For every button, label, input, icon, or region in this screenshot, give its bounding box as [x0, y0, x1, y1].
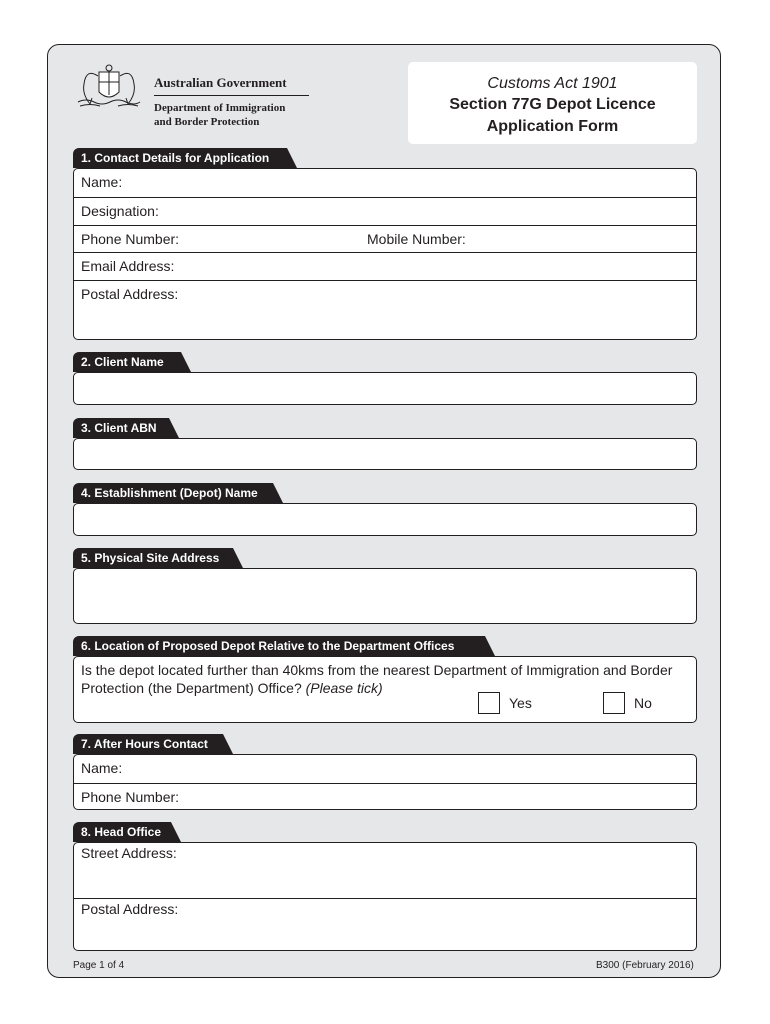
section-1-tab: 1. Contact Details for Application — [73, 148, 287, 168]
client-abn-field[interactable] — [73, 438, 697, 470]
page-number: Page 1 of 4 — [73, 960, 125, 971]
coat-of-arms-icon — [74, 62, 144, 112]
section-3-tab: 3. Client ABN — [73, 418, 169, 438]
email-label: Email Address: — [81, 258, 175, 274]
head-office-postal-field[interactable] — [74, 898, 696, 951]
title-box — [408, 62, 697, 144]
phone-field[interactable] — [74, 225, 696, 253]
after-hours-box — [73, 754, 697, 810]
department-line-2: and Border Protection — [154, 116, 260, 128]
name-label: Name: — [81, 174, 123, 190]
client-name-field[interactable] — [73, 372, 697, 405]
after-hours-name-label: Name: — [81, 760, 123, 776]
postal-address-field[interactable] — [74, 280, 696, 340]
head-office-box — [73, 842, 697, 951]
form-title-line-2: Application Form — [486, 118, 619, 135]
email-field[interactable] — [74, 252, 696, 281]
phone-label: Phone Number: — [81, 231, 180, 247]
government-name: Australian Government — [154, 75, 309, 96]
yes-checkbox[interactable] — [478, 692, 500, 714]
designation-label: Designation: — [81, 203, 159, 219]
postal-address-label: Postal Address: — [81, 286, 179, 302]
question-text: Is the depot located further than 40kms from the nearest Department of Immigration and Border Protection (the Department) Office? — [81, 662, 673, 696]
government-branding — [154, 75, 309, 129]
department-name — [154, 101, 309, 129]
mobile-label: Mobile Number: — [367, 231, 466, 247]
form-code: B300 (February 2016) — [596, 960, 694, 971]
contact-details-box — [73, 168, 697, 340]
form-title-line-1: Section 77G Depot Licence — [449, 96, 656, 113]
after-hours-phone-label: Phone Number: — [81, 789, 180, 805]
no-label: No — [634, 695, 652, 711]
designation-field[interactable] — [74, 197, 696, 226]
section-7-tab: 7. After Hours Contact — [73, 734, 223, 754]
section-5-tab: 5. Physical Site Address — [73, 548, 233, 568]
name-field[interactable] — [74, 169, 696, 197]
depot-location-box — [73, 656, 697, 723]
section-6-tab: 6. Location of Proposed Depot Relative to the Department Offices — [73, 636, 485, 656]
no-checkbox[interactable] — [603, 692, 625, 714]
section-2-tab: 2. Client Name — [73, 352, 181, 372]
head-office-postal-label: Postal Address: — [81, 901, 179, 917]
please-tick-hint: (Please tick) — [305, 680, 383, 696]
department-line-1: Department of Immigration — [154, 102, 286, 114]
after-hours-phone-field[interactable] — [74, 783, 696, 810]
street-address-label: Street Address: — [81, 845, 177, 861]
after-hours-name-field[interactable] — [74, 755, 696, 783]
section-4-tab: 4. Establishment (Depot) Name — [73, 483, 273, 503]
street-address-field[interactable] — [74, 843, 696, 898]
act-title: Customs Act 1901 — [487, 75, 618, 92]
yes-label: Yes — [509, 695, 532, 711]
physical-site-address-field[interactable] — [73, 568, 697, 624]
section-8-tab: 8. Head Office — [73, 822, 171, 842]
depot-name-field[interactable] — [73, 503, 697, 536]
